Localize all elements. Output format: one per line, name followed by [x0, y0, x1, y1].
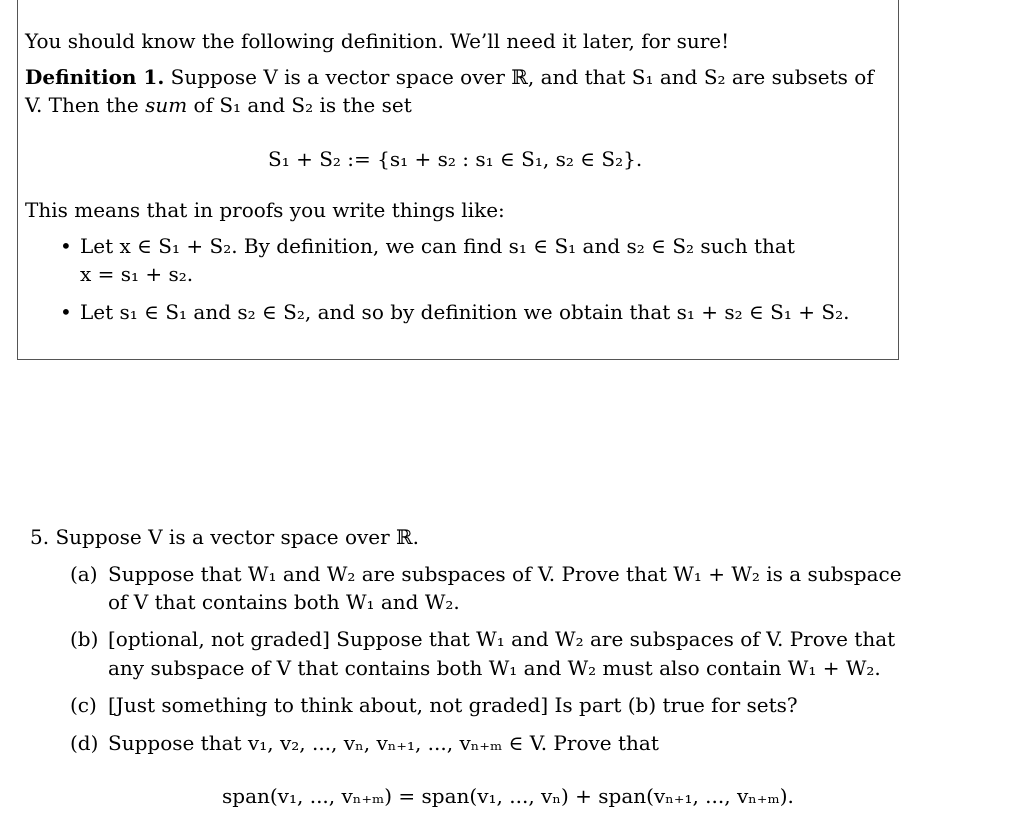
span-formula: span(v₁, ..., vₙ₊ₘ) = span(v₁, ..., vₙ) + span(vₙ₊₁, ..., vₙ₊ₘ). — [222, 784, 794, 808]
set-formula: S₁ + S₂ := {s₁ + s₂ : s₁ ∈ S₁, s₂ ∈ S₂}. — [268, 147, 643, 171]
definition-line-1 — [25, 63, 874, 91]
bullet-1-line-1: Let x ∈ S₁ + S₂. By definition, we can find s₁ ∈ S₁ and s₂ ∈ S₂ such that — [80, 234, 795, 258]
part-a-line-2: of V that contains both W₁ and W₂. — [108, 590, 460, 614]
part-b-line-1: [optional, not graded] Suppose that W₁ and W₂ are subspaces of V. Prove that — [108, 627, 896, 651]
definition-line-2 — [25, 91, 412, 119]
intro-line: You should know the following definition. We’ll need it later, for sure! — [25, 29, 730, 53]
bullet-1-line-2: x = s₁ + s₂. — [80, 262, 194, 286]
bullet-2-line-1: Let s₁ ∈ S₁ and s₂ ∈ S₂, and so by definition we obtain that s₁ + s₂ ∈ S₁ + S₂. — [80, 300, 850, 324]
definition-text-2b: of S₁ and S₂ is the set — [187, 93, 412, 117]
part-d-label: (d) — [70, 731, 99, 755]
part-c-line-1: [Just something to think about, not graded] Is part (b) true for sets? — [108, 693, 798, 717]
means-text: This means that in proofs you write things like: — [25, 198, 505, 222]
definition-text-2a: V. Then the — [25, 93, 146, 117]
part-b-label: (b) — [70, 627, 99, 651]
part-c-label: (c) — [70, 693, 97, 717]
problem-header: 5. Suppose V is a vector space over ℝ. — [30, 525, 420, 549]
definition-label: Definition 1. — [25, 65, 165, 89]
sum-term: sum — [145, 93, 188, 117]
definition-text-1: Suppose V is a vector space over ℝ, and that S₁ and S₂ are subsets of — [164, 65, 874, 89]
part-a-line-1: Suppose that W₁ and W₂ are subspaces of V. Prove that W₁ + W₂ is a subspace — [108, 562, 902, 586]
part-a-label: (a) — [70, 562, 98, 586]
bullet-icon: • — [60, 234, 72, 258]
bullet-icon: • — [60, 300, 72, 324]
part-d-line-1: Suppose that v₁, v₂, ..., vₙ, vₙ₊₁, ..., vₙ₊ₘ ∈ V. Prove that — [108, 731, 659, 755]
part-b-line-2: any subspace of V that contains both W₁ and W₂ must also contain W₁ + W₂. — [108, 656, 881, 680]
